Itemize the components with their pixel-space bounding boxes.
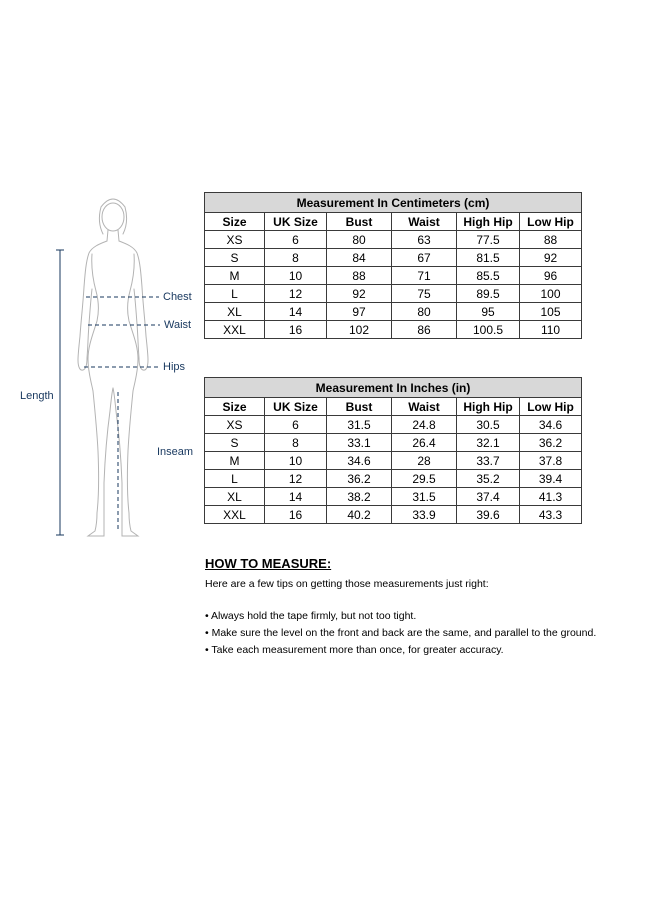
value-cell: 80 bbox=[327, 231, 392, 249]
size-cell: M bbox=[205, 267, 265, 285]
waist-label: Waist bbox=[164, 319, 192, 331]
value-cell: 12 bbox=[265, 470, 327, 488]
table-title: Measurement In Centimeters (cm) bbox=[205, 193, 582, 213]
value-cell: 38.2 bbox=[327, 488, 392, 506]
column-header: UK Size bbox=[265, 213, 327, 231]
value-cell: 86 bbox=[392, 321, 457, 339]
size-cell: XXL bbox=[205, 321, 265, 339]
column-header: Low Hip bbox=[520, 398, 582, 416]
value-cell: 8 bbox=[265, 434, 327, 452]
measure-tip: • Make sure the level on the front and back are the same, and parallel to the ground. bbox=[205, 627, 597, 639]
table-row bbox=[205, 488, 582, 506]
value-cell: 96 bbox=[520, 267, 582, 285]
value-cell: 84 bbox=[327, 249, 392, 267]
value-cell: 33.1 bbox=[327, 434, 392, 452]
body-figure bbox=[0, 188, 205, 553]
value-cell: 77.5 bbox=[457, 231, 520, 249]
value-cell: 31.5 bbox=[392, 488, 457, 506]
value-cell: 12 bbox=[265, 285, 327, 303]
value-cell: 67 bbox=[392, 249, 457, 267]
value-cell: 85.5 bbox=[457, 267, 520, 285]
value-cell: 35.2 bbox=[457, 470, 520, 488]
value-cell: 16 bbox=[265, 321, 327, 339]
value-cell: 29.5 bbox=[392, 470, 457, 488]
value-cell: 10 bbox=[265, 267, 327, 285]
size-cell: XS bbox=[205, 416, 265, 434]
column-header: Bust bbox=[327, 213, 392, 231]
table-row bbox=[205, 231, 582, 249]
value-cell: 88 bbox=[520, 231, 582, 249]
size-cell: L bbox=[205, 470, 265, 488]
column-header: Low Hip bbox=[520, 213, 582, 231]
cm-measurements-table bbox=[204, 192, 582, 339]
table-title-row bbox=[205, 193, 582, 213]
value-cell: 36.2 bbox=[327, 470, 392, 488]
how-to-measure-heading: HOW TO MEASURE: bbox=[205, 556, 332, 571]
value-cell: 6 bbox=[265, 231, 327, 249]
size-cell: L bbox=[205, 285, 265, 303]
value-cell: 26.4 bbox=[392, 434, 457, 452]
value-cell: 92 bbox=[327, 285, 392, 303]
value-cell: 32.1 bbox=[457, 434, 520, 452]
value-cell: 36.2 bbox=[520, 434, 582, 452]
value-cell: 71 bbox=[392, 267, 457, 285]
value-cell: 31.5 bbox=[327, 416, 392, 434]
inches-measurements-table bbox=[204, 377, 582, 524]
size-cell: XL bbox=[205, 303, 265, 321]
table-row bbox=[205, 303, 582, 321]
value-cell: 41.3 bbox=[520, 488, 582, 506]
how-to-measure-intro: Here are a few tips on getting those measurements just right: bbox=[205, 578, 489, 590]
size-cell: S bbox=[205, 249, 265, 267]
value-cell: 97 bbox=[327, 303, 392, 321]
value-cell: 89.5 bbox=[457, 285, 520, 303]
value-cell: 100.5 bbox=[457, 321, 520, 339]
table-row bbox=[205, 285, 582, 303]
measure-tips-list bbox=[205, 608, 660, 659]
value-cell: 14 bbox=[265, 303, 327, 321]
how-to-measure-section bbox=[205, 556, 660, 659]
value-cell: 28 bbox=[392, 452, 457, 470]
inseam-label: Inseam bbox=[157, 446, 194, 458]
value-cell: 24.8 bbox=[392, 416, 457, 434]
table-row bbox=[205, 434, 582, 452]
size-cell: XXL bbox=[205, 506, 265, 524]
value-cell: 102 bbox=[327, 321, 392, 339]
chest-label: Chest bbox=[163, 291, 192, 303]
column-header: UK Size bbox=[265, 398, 327, 416]
value-cell: 110 bbox=[520, 321, 582, 339]
value-cell: 16 bbox=[265, 506, 327, 524]
value-cell: 75 bbox=[392, 285, 457, 303]
value-cell: 43.3 bbox=[520, 506, 582, 524]
column-header: Waist bbox=[392, 398, 457, 416]
value-cell: 39.4 bbox=[520, 470, 582, 488]
column-header: High Hip bbox=[457, 213, 520, 231]
column-header: Bust bbox=[327, 398, 392, 416]
size-cell: S bbox=[205, 434, 265, 452]
size-cell: M bbox=[205, 452, 265, 470]
value-cell: 81.5 bbox=[457, 249, 520, 267]
table-header-row bbox=[205, 213, 582, 231]
table-header-row bbox=[205, 398, 582, 416]
table-row bbox=[205, 249, 582, 267]
value-cell: 34.6 bbox=[520, 416, 582, 434]
value-cell: 105 bbox=[520, 303, 582, 321]
length-label: Length bbox=[20, 390, 54, 402]
measure-tip: • Always hold the tape firmly, but not too tight. bbox=[205, 610, 417, 622]
table-title-row bbox=[205, 378, 582, 398]
value-cell: 37.8 bbox=[520, 452, 582, 470]
table-row bbox=[205, 321, 582, 339]
hips-label: Hips bbox=[163, 361, 186, 373]
value-cell: 8 bbox=[265, 249, 327, 267]
measurement-lines bbox=[56, 250, 160, 535]
value-cell: 63 bbox=[392, 231, 457, 249]
value-cell: 33.9 bbox=[392, 506, 457, 524]
table-row bbox=[205, 267, 582, 285]
value-cell: 39.6 bbox=[457, 506, 520, 524]
value-cell: 88 bbox=[327, 267, 392, 285]
table-row bbox=[205, 506, 582, 524]
column-header: High Hip bbox=[457, 398, 520, 416]
table-row bbox=[205, 416, 582, 434]
value-cell: 92 bbox=[520, 249, 582, 267]
value-cell: 34.6 bbox=[327, 452, 392, 470]
value-cell: 33.7 bbox=[457, 452, 520, 470]
column-header: Waist bbox=[392, 213, 457, 231]
value-cell: 80 bbox=[392, 303, 457, 321]
column-header: Size bbox=[205, 398, 265, 416]
value-cell: 14 bbox=[265, 488, 327, 506]
size-cell: XL bbox=[205, 488, 265, 506]
measure-tip: • Take each measurement more than once, for greater accuracy. bbox=[205, 644, 504, 656]
size-cell: XS bbox=[205, 231, 265, 249]
value-cell: 6 bbox=[265, 416, 327, 434]
table-row bbox=[205, 452, 582, 470]
table-title: Measurement In Inches (in) bbox=[205, 378, 582, 398]
value-cell: 30.5 bbox=[457, 416, 520, 434]
value-cell: 10 bbox=[265, 452, 327, 470]
value-cell: 100 bbox=[520, 285, 582, 303]
value-cell: 37.4 bbox=[457, 488, 520, 506]
value-cell: 95 bbox=[457, 303, 520, 321]
value-cell: 40.2 bbox=[327, 506, 392, 524]
table-row bbox=[205, 470, 582, 488]
column-header: Size bbox=[205, 213, 265, 231]
